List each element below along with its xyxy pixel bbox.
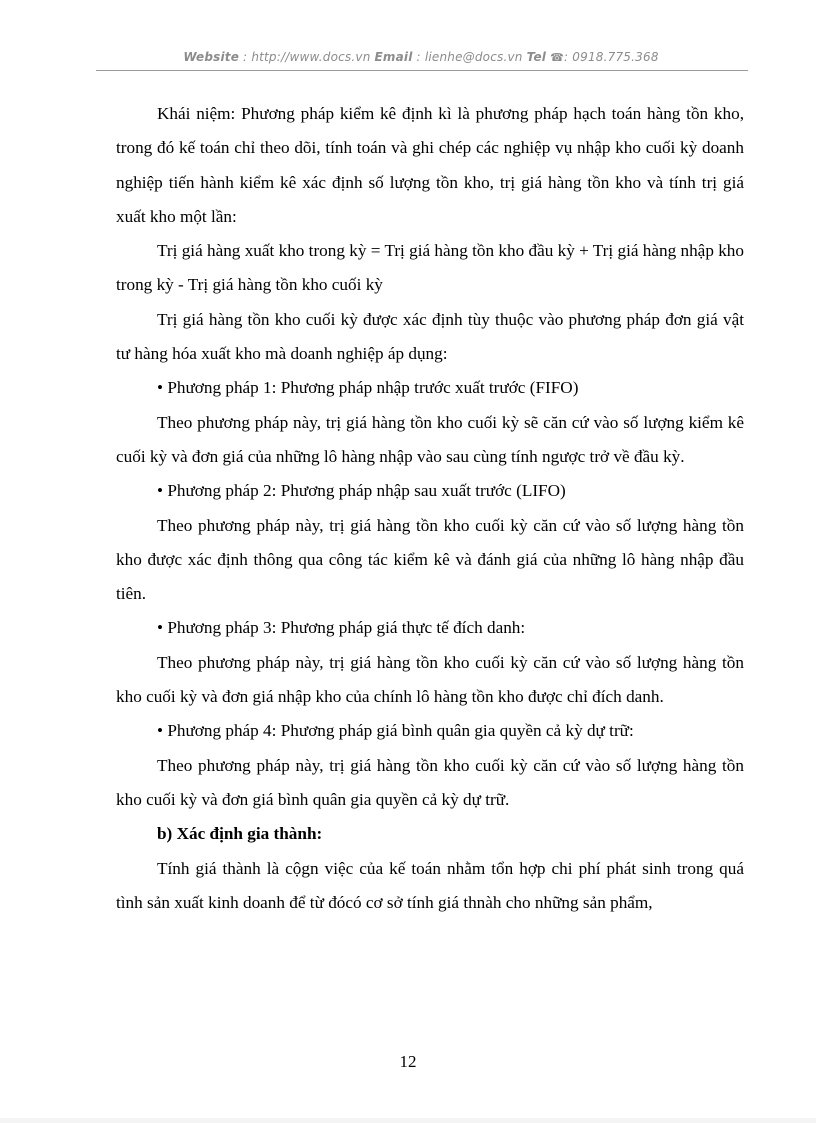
email-label: Email: [374, 50, 413, 64]
paragraph-method-2: Theo phương pháp này, trị giá hàng tồn kho cuối kỳ căn cứ vào số lượng hàng tồn kho được xác định thông qua công tác kiểm kê và đánh giá của những lô hàng nhập đầu tiên.: [116, 515, 744, 604]
paragraph-method-3: Theo phương pháp này, trị giá hàng tồn kho cuối kỳ căn cứ vào số lượng hàng tồn kho cuối kỳ và đơn giá nhập kho của chính lô hàng tồn kho được chỉ đích danh.: [116, 652, 744, 707]
document-body: [116, 97, 744, 920]
tel-value: : 0918.775.368: [564, 50, 659, 64]
bullet-method-4: • Phương pháp 4: Phương pháp giá bình quân gia quyền cả kỳ dự trữ:: [157, 721, 634, 741]
paragraph-method-4: Theo phương pháp này, trị giá hàng tồn kho cuối kỳ căn cứ vào số lượng hàng tồn kho cuối kỳ và đơn giá bình quân gia quyền cả kỳ dự trữ.: [116, 755, 744, 809]
paragraph-formula: Trị giá hàng xuất kho trong kỳ = Trị giá hàng tồn kho đầu kỳ + Trị giá hàng nhập kho trong kỳ - Trị giá hàng tồn kho cuối kỳ: [116, 241, 744, 295]
paragraph-concept: Khái niệm: Phương pháp kiểm kê định kì là phương pháp hạch toán hàng tồn kho, trong đó kế toán chỉ theo dõi, tính toán và ghi chép các nghiệp vụ nhập kho cuối kỳ doanh nghiệp tiến hành kiểm kê xác định số lượng tồn kho, trị giá hàng tồn kho và tính trị giá xuất kho một lần:: [116, 104, 744, 226]
paragraph-method-1: Theo phương pháp này, trị giá hàng tồn kho cuối kỳ sẽ căn cứ vào số lượng kiểm kê cuối kỳ và đơn giá của những lô hàng nhập vào sau cùng tính ngược trở về đầu kỳ.: [116, 412, 744, 466]
paragraph-costing: Tính giá thành là cộgn việc của kế toán nhằm tổn hợp chi phí phát sinh trong quá tình sản xuất kinh doanh để từ đócó cơ sở tính giá thnàh cho những sản phẩm,: [116, 858, 744, 912]
website-label: Website: [183, 50, 240, 64]
header-divider: [96, 70, 748, 71]
bullet-method-1: • Phương pháp 1: Phương pháp nhập trước xuất trước (FIFO): [157, 378, 579, 398]
bullet-method-2: • Phương pháp 2: Phương pháp nhập sau xuất trước (LIFO): [157, 481, 566, 501]
page-bottom-edge: [0, 1118, 816, 1123]
website-value: : http://www.docs.vn: [239, 50, 375, 64]
page-header: [96, 50, 746, 64]
paragraph-inventory-value: Trị giá hàng tồn kho cuối kỳ được xác định tùy thuộc vào phương pháp đơn giá vật tư hàng hóa xuất kho mà doanh nghiệp áp dụng:: [116, 309, 744, 364]
section-heading-b: b) Xác định gia thành:: [157, 824, 323, 844]
tel-label: Tel: [526, 50, 547, 64]
bullet-method-3: • Phương pháp 3: Phương pháp giá thực tế đích danh:: [157, 618, 526, 638]
page-number: 12: [399, 1052, 417, 1071]
email-value: : lienhe@docs.vn: [412, 50, 527, 64]
phone-icon: ☎: [550, 51, 565, 64]
